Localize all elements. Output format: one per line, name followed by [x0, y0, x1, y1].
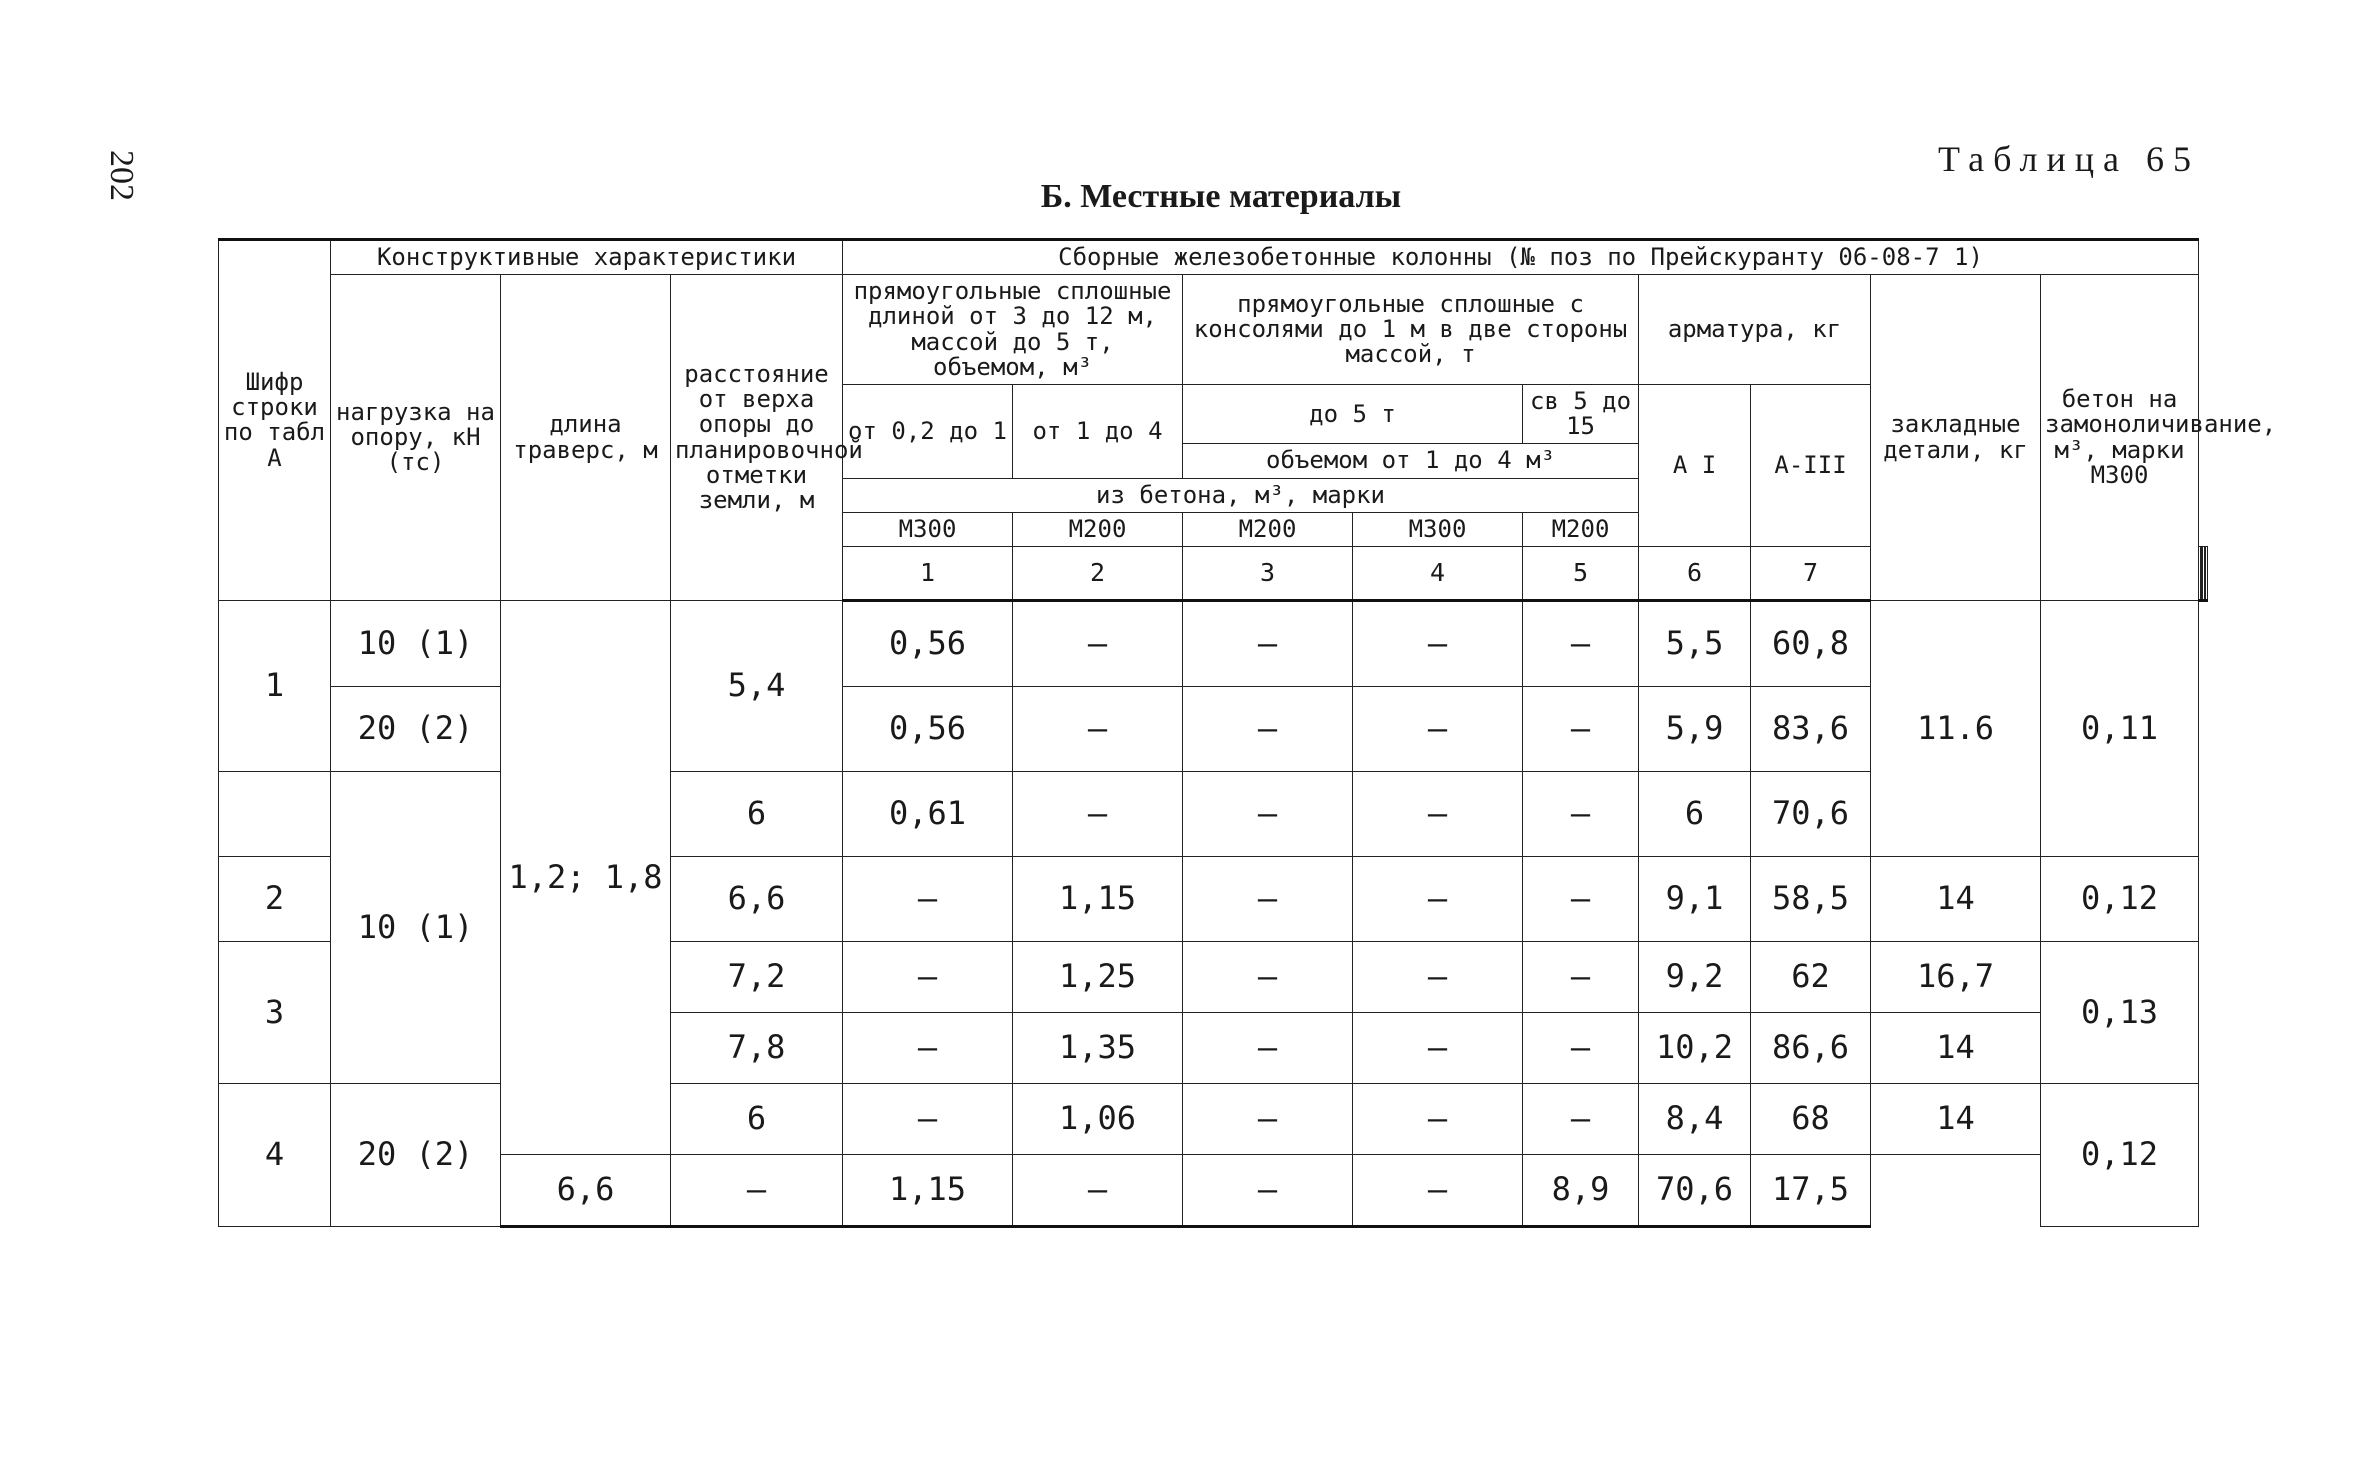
header-rect-cons-a: до 5 т	[1183, 384, 1523, 443]
embedded-cell: 14	[1871, 1012, 2041, 1083]
value-cell: —	[1183, 1012, 1353, 1083]
value-cell: 1,06	[1013, 1083, 1183, 1154]
distance-cell: 7,8	[671, 1012, 843, 1083]
value-cell: 8,9	[1523, 1154, 1639, 1226]
value-cell: —	[1353, 686, 1523, 771]
traverse-cell: 1,2; 1,8	[501, 600, 671, 1154]
value-cell: 0,61	[843, 771, 1013, 856]
distance-cell: 7,2	[671, 941, 843, 1012]
column-number: 1	[843, 546, 1013, 600]
value-cell: 1,35	[1013, 1012, 1183, 1083]
value-cell: 5,5	[1639, 600, 1751, 686]
value-cell: 58,5	[1751, 856, 1871, 941]
value-cell: —	[843, 1012, 1013, 1083]
distance-cell: 6,6	[501, 1154, 671, 1226]
value-cell: —	[1353, 941, 1523, 1012]
value-cell: 9,2	[1639, 941, 1751, 1012]
monolith-cell: 0,12	[2041, 1083, 2199, 1226]
value-cell: 62	[1751, 941, 1871, 1012]
distance-cell: 6	[671, 1083, 843, 1154]
page-number: 202	[103, 150, 140, 201]
value-cell: 10,2	[1639, 1012, 1751, 1083]
header-rect-solid-a: от 0,2 до 1	[843, 384, 1013, 478]
value-cell: —	[1523, 941, 1639, 1012]
header-a3: А-III	[1751, 384, 1871, 546]
embedded-cell: 11.6	[1871, 600, 2041, 856]
header-embedded: закладные детали, кг	[1871, 275, 2041, 601]
value-cell: —	[671, 1154, 843, 1226]
table-row	[219, 600, 2208, 686]
value-cell: —	[1183, 600, 1353, 686]
value-cell: —	[1183, 856, 1353, 941]
row-code: 3	[219, 941, 331, 1083]
value-cell: —	[1523, 1012, 1639, 1083]
value-cell: —	[1353, 771, 1523, 856]
value-cell: —	[1523, 600, 1639, 686]
header-rect-cons-volume: объемом от 1 до 4 м³	[1183, 444, 1639, 478]
distance-cell: 6,6	[671, 856, 843, 941]
value-cell: 83,6	[1751, 686, 1871, 771]
value-cell: —	[1523, 856, 1639, 941]
data-table	[218, 238, 2277, 1228]
value-cell: 68	[1751, 1083, 1871, 1154]
value-cell: 1,25	[1013, 941, 1183, 1012]
monolith-cell: 0,12	[2041, 856, 2199, 941]
row-code: 1	[219, 600, 331, 771]
header-load: нагрузка на опору, кН (тс)	[331, 275, 501, 601]
value-cell: —	[1353, 1154, 1523, 1226]
grade-cell: М300	[843, 512, 1013, 546]
column-number: 6	[1639, 546, 1751, 600]
header-traverse: длина траверс, м	[501, 275, 671, 601]
header-distance: расстояние от верха опоры до планировочной отметки земли, м	[671, 275, 843, 601]
value-cell: —	[1353, 1083, 1523, 1154]
column-number: 2	[1013, 546, 1183, 600]
embedded-cell: 14	[1871, 1083, 2041, 1154]
monolith-cell: 0,13	[2041, 941, 2199, 1083]
load-cell: 10 (1)	[331, 771, 501, 1083]
monolith-cell: 0,11	[2041, 600, 2199, 856]
grade-cell: М200	[1523, 512, 1639, 546]
header-monolith: бетон на замоноличивание, м³, марки М300	[2041, 275, 2199, 601]
value-cell: 86,6	[1751, 1012, 1871, 1083]
header-rect-solid-b: от 1 до 4	[1013, 384, 1183, 478]
value-cell: —	[1183, 941, 1353, 1012]
value-cell: —	[1183, 771, 1353, 856]
header-a1: А I	[1639, 384, 1751, 546]
grade-cell: М200	[1183, 512, 1353, 546]
value-cell: —	[1183, 1154, 1353, 1226]
table-label: Таблица 65	[1938, 139, 2200, 179]
row-code-empty	[219, 771, 331, 856]
value-cell: —	[1183, 686, 1353, 771]
table-row	[219, 1154, 2208, 1226]
column-number: 3	[1183, 546, 1353, 600]
value-cell: —	[1013, 771, 1183, 856]
row-code: 4	[219, 1083, 331, 1226]
value-cell: —	[843, 856, 1013, 941]
value-cell: —	[1523, 1083, 1639, 1154]
value-cell: —	[843, 941, 1013, 1012]
header-concrete: из бетона, м³, марки	[843, 478, 1639, 512]
value-cell: 9,1	[1639, 856, 1751, 941]
distance-cell: 5,4	[671, 600, 843, 771]
value-cell: —	[843, 1083, 1013, 1154]
value-cell: 0,56	[843, 686, 1013, 771]
value-cell: 0,56	[843, 600, 1013, 686]
column-number	[2206, 546, 2208, 600]
load-cell: 20 (2)	[331, 1083, 501, 1226]
value-cell: —	[1523, 771, 1639, 856]
embedded-cell: 17,5	[1751, 1154, 1871, 1226]
column-number: 5	[1523, 546, 1639, 600]
embedded-cell: 16,7	[1871, 941, 2041, 1012]
value-cell: 8,4	[1639, 1083, 1751, 1154]
column-number: 7	[1751, 546, 1871, 600]
header-armatura: арматура, кг	[1639, 275, 1871, 385]
value-cell: 6	[1639, 771, 1751, 856]
value-cell: 1,15	[1013, 856, 1183, 941]
load-cell: 20 (2)	[331, 686, 501, 771]
value-cell: 60,8	[1751, 600, 1871, 686]
value-cell: 70,6	[1639, 1154, 1751, 1226]
value-cell: —	[1523, 686, 1639, 771]
embedded-cell: 14	[1871, 856, 2041, 941]
row-code: 2	[219, 856, 331, 941]
column-number: 4	[1353, 546, 1523, 600]
grade-cell: М300	[1353, 512, 1523, 546]
value-cell: —	[1013, 600, 1183, 686]
value-cell: —	[1013, 1154, 1183, 1226]
value-cell: 5,9	[1639, 686, 1751, 771]
header-rect-cons-b: св 5 до 15	[1523, 384, 1639, 443]
value-cell: —	[1013, 686, 1183, 771]
value-cell: —	[1353, 1012, 1523, 1083]
load-cell: 10 (1)	[331, 600, 501, 686]
value-cell: 1,15	[843, 1154, 1013, 1226]
header-constructive: Конструктивные характеристики	[331, 240, 843, 275]
header-rect-solid: прямоугольные сплошные длиной от 3 до 12 м, массой до 5 т, объемом, м³	[843, 275, 1183, 385]
grade-cell: М200	[1013, 512, 1183, 546]
distance-cell: 6	[671, 771, 843, 856]
header-row-code: Шифр строки по табл А	[219, 240, 331, 601]
value-cell: —	[1183, 1083, 1353, 1154]
value-cell: 70,6	[1751, 771, 1871, 856]
table-title: Б. Местные материалы	[1040, 178, 1402, 215]
header-columns: Сборные железобетонные колонны (№ поз по Прейскуранту 06-08-7 1)	[843, 240, 2199, 275]
header-rect-consoles: прямоугольные сплошные с консолями до 1 м в две стороны массой, т	[1183, 275, 1639, 385]
value-cell: —	[1353, 600, 1523, 686]
value-cell: —	[1353, 856, 1523, 941]
